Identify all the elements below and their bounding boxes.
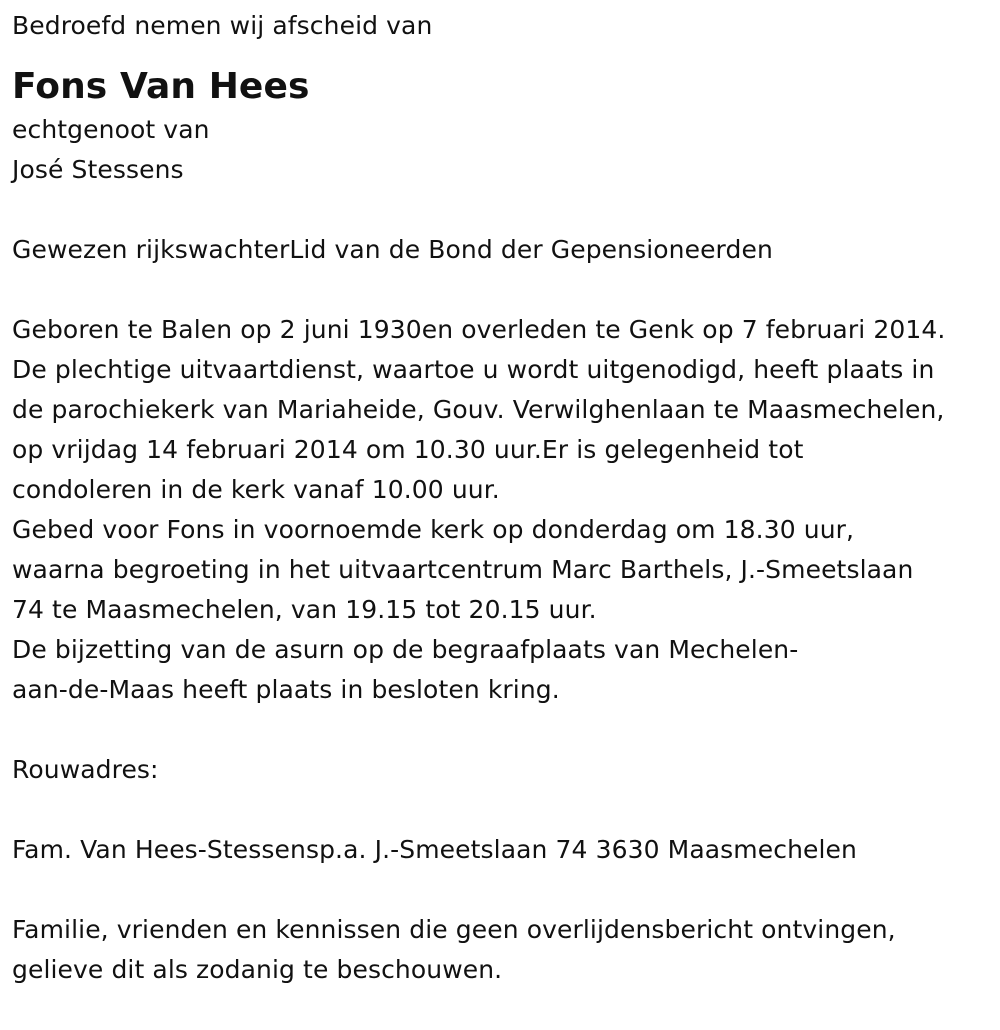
announcement-line: aan-de-Maas heeft plaats in besloten kring. bbox=[12, 675, 560, 704]
closing-paragraph bbox=[12, 910, 988, 990]
closing-line: Familie, vrienden en kennissen die geen overlijdensbericht ontvingen, bbox=[12, 915, 896, 944]
announcement-line: Gebed voor Fons in voornoemde kerk op donderdag om 18.30 uur, bbox=[12, 515, 855, 544]
announcement-line: condoleren in de kerk vanaf 10.00 uur. bbox=[12, 475, 500, 504]
spacer bbox=[12, 270, 988, 310]
profession-text: Gewezen rijkswachterLid van de Bond der Gepensioneerden bbox=[12, 235, 773, 264]
spouse-name: José Stessens bbox=[12, 155, 184, 184]
address-label: Rouwadres: bbox=[12, 755, 159, 784]
intro-text: Bedroefd nemen wij afscheid van bbox=[12, 11, 433, 40]
spouse-label: echtgenoot van bbox=[12, 115, 210, 144]
spacer bbox=[12, 190, 988, 230]
mourning-address: Fam. Van Hees-Stessensp.a. J.-Smeetslaan 74 3630 Maasmechelen bbox=[12, 835, 857, 864]
announcement-line: Geboren te Balen op 2 juni 1930en overleden te Genk op 7 februari 2014. bbox=[12, 315, 946, 344]
spacer bbox=[12, 790, 988, 830]
spacer bbox=[12, 870, 988, 910]
deceased-name: Fons Van Hees bbox=[12, 66, 310, 107]
closing-line: gelieve dit als zodanig te beschouwen. bbox=[12, 955, 503, 984]
announcement-line: op vrijdag 14 februari 2014 om 10.30 uur.Er is gelegenheid tot bbox=[12, 435, 804, 464]
announcement-line: waarna begroeting in het uitvaartcentrum Marc Barthels, J.-Smeetslaan bbox=[12, 555, 914, 584]
announcement-line: 74 te Maasmechelen, van 19.15 tot 20.15 uur. bbox=[12, 595, 597, 624]
spacer bbox=[12, 710, 988, 750]
announcement-line: De bijzetting van de asurn op de begraafplaats van Mechelen- bbox=[12, 635, 799, 664]
announcement-paragraph bbox=[12, 310, 988, 710]
announcement-line: De plechtige uitvaartdienst, waartoe u wordt uitgenodigd, heeft plaats in bbox=[12, 355, 935, 384]
announcement-line: de parochiekerk van Mariaheide, Gouv. Verwilghenlaan te Maasmechelen, bbox=[12, 395, 945, 424]
